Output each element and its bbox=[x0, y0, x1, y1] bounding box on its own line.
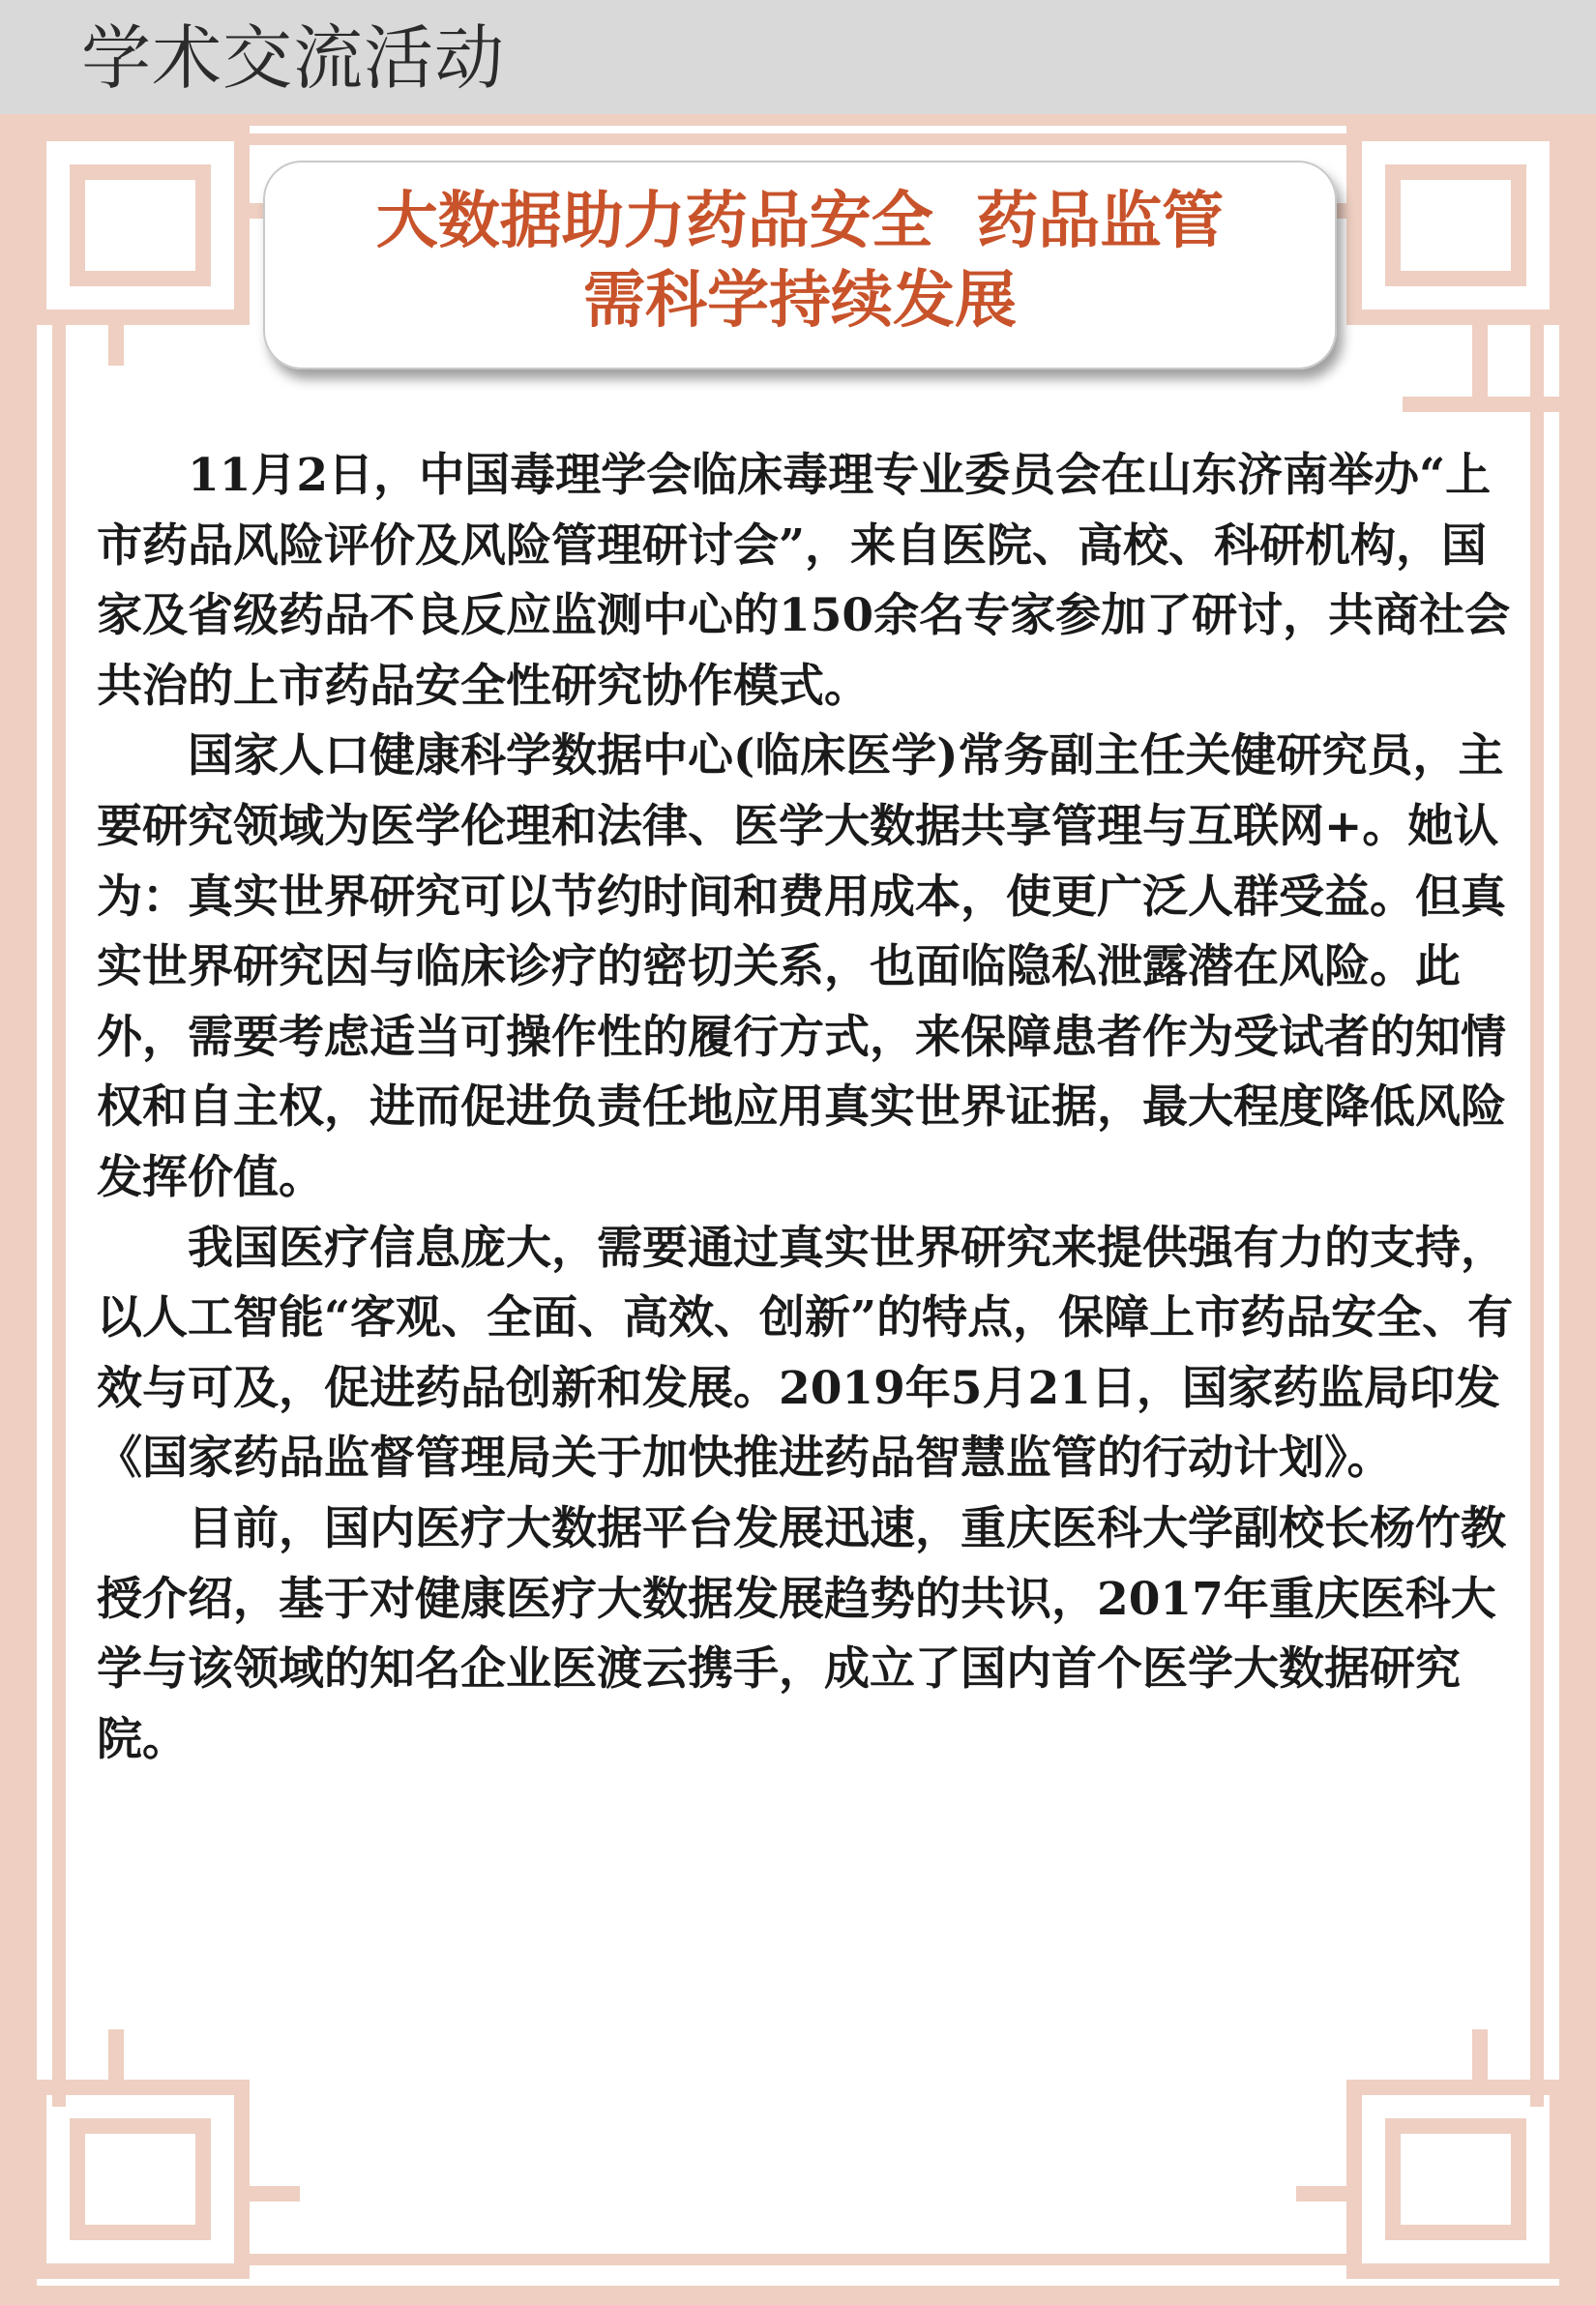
article-title-line-1: 大数据助力药品安全 药品监管 bbox=[375, 186, 1225, 257]
article-title-box bbox=[263, 161, 1337, 369]
paragraph-2: 国家人口健康科学数据中心(临床医学)常务副主任关健研究员，主要研究领域为医学伦理和法律、医学大数据共享管理与互联网+。她认为：真实世界研究可以节约时间和费用成本，使更广泛人群受益。但真实世界研究因与临床诊疗的密切关系，也面临隐私泄露潜在风险。此外，需要考虑适当可操作性的履行方式，来保障患者作为受试者的知情权和自主权，进而促进负责任地应用真实世界证据，最大程度降低风险发挥价值。 bbox=[97, 729, 1506, 1204]
chinese-knot-corner-bottom-right-icon bbox=[1296, 2029, 1557, 2271]
chinese-knot-corner-top-left-icon bbox=[39, 133, 290, 366]
section-title: 学术交流活动 bbox=[81, 17, 506, 99]
paragraph-3: 我国医疗信息庞大，需要通过真实世界研究来提供强有力的支持，以人工智能“客观、全面、高效、创新”的特点，保障上市药品安全、有效与可及，促进药品创新和发展。2019年5月21日，国家药监局印发《国家药品监督管理局关于加快推进药品智慧监管的行动计划》。 bbox=[97, 1221, 1514, 1486]
section-header-band bbox=[0, 0, 1596, 114]
article-body bbox=[97, 441, 1519, 1775]
paragraph-1: 11月2日，中国毒理学会临床毒理专业委员会在山东济南举办“上市药品风险评价及风险管理研讨会”，来自医院、高校、科研机构，国家及省级药品不良反应监测中心的150余名专家参加了研讨，共商社会共治的上市药品安全性研究协作模式。 bbox=[97, 449, 1511, 713]
article-title-line-2: 需科学持续发展 bbox=[583, 265, 1017, 337]
chinese-knot-corner-bottom-left-icon bbox=[39, 2029, 300, 2271]
paragraph-4: 目前，国内医疗大数据平台发展迅速，重庆医科大学副校长杨竹教授介绍，基于对健康医疗大数据发展趋势的共识，2017年重庆医科大学与该领域的知名企业医渡云携手，成立了国内首个医学大数据研究院。 bbox=[97, 1501, 1506, 1766]
frame-right-rail bbox=[1559, 114, 1596, 2305]
frame-left-rail bbox=[0, 114, 37, 2305]
